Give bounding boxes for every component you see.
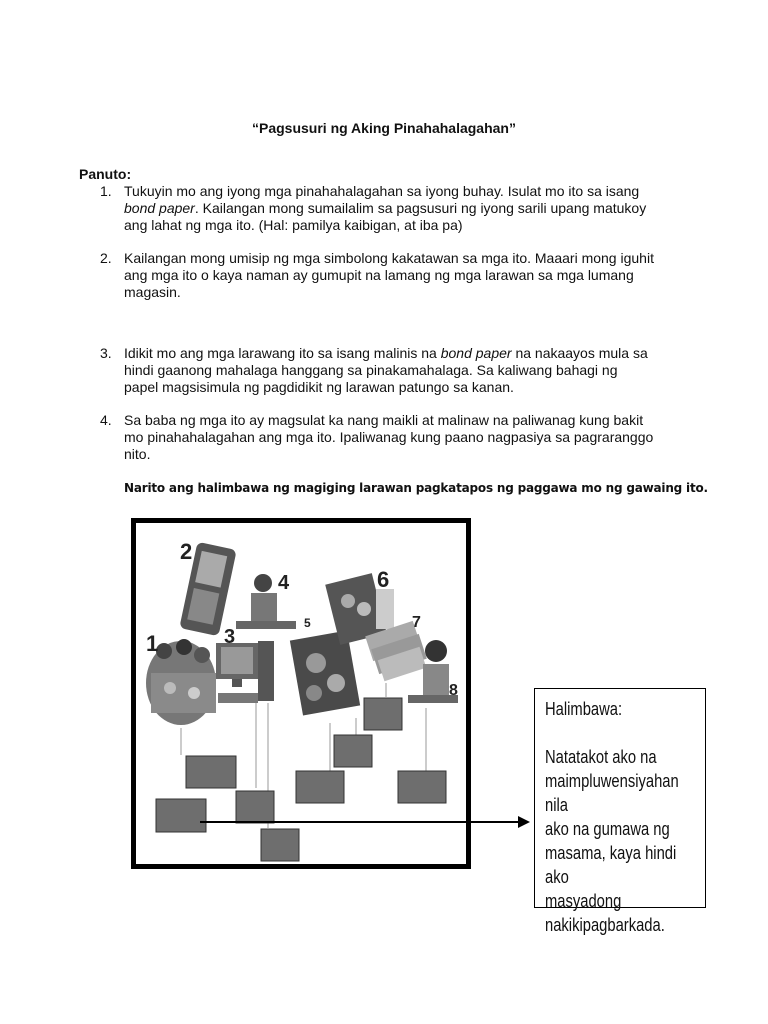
label-box bbox=[236, 791, 274, 823]
item-line: magasin. bbox=[124, 284, 181, 300]
item-line-rest: na nakaayos mula sa bbox=[511, 345, 648, 361]
callout-line: masyadong bbox=[545, 891, 622, 911]
italic-phrase: bond paper bbox=[440, 345, 512, 361]
example-note: Narito ang halimbawa ng magiging larawan pagkatapos ng paggawa mo ng gawaing ito. bbox=[124, 481, 708, 495]
figure-label-3: 3 bbox=[224, 626, 236, 648]
item-line: ang mga ito o kaya naman ay gumupit na lamang ng mga larawan sa mga lumang bbox=[124, 267, 634, 283]
item-line: papel magsisimula ng pagdidikit ng larawan patungo sa kanan. bbox=[124, 379, 514, 395]
label-box bbox=[398, 771, 446, 803]
figure-label-1: 1 bbox=[146, 631, 159, 656]
item-line: ang lahat ng mga ito. (Hal: pamilya kaibigan, at iba pa) bbox=[124, 217, 463, 233]
example-callout-box bbox=[534, 688, 706, 935]
callout-line: nakikipagbarkada. bbox=[545, 915, 665, 935]
callout-line: maimpluwensiyahan nila bbox=[545, 771, 679, 815]
page-title: “Pagsusuri ng Aking Pinahahalagahan” bbox=[252, 120, 516, 136]
item-line bbox=[124, 200, 684, 217]
figure-label-6: 6 bbox=[377, 567, 390, 592]
item-line: mo pinahahalagahan ang mga ito. Ipaliwanag kung paano nagpasiya sa pagraranggo bbox=[124, 429, 654, 445]
figure-label-5: 5 bbox=[304, 616, 311, 630]
callout-heading: Halimbawa: bbox=[545, 699, 623, 719]
figure-label-4: 4 bbox=[278, 572, 290, 594]
label-box bbox=[334, 735, 372, 767]
label-boxes bbox=[156, 698, 446, 861]
label-box bbox=[261, 829, 299, 861]
photo-collage-image bbox=[290, 631, 360, 716]
item-line bbox=[124, 345, 684, 362]
callout-body bbox=[545, 745, 701, 937]
item-line-rest: . Kailangan mong sumailalim sa pagsusuri ng iyong sarili upang matukoy bbox=[194, 200, 647, 216]
figure-label-2: 2 bbox=[180, 539, 193, 564]
figure-label-7: 7 bbox=[412, 614, 421, 631]
item-line: Sa baba ng mga ito ay magsulat ka nang maikli at malinaw na paliwanag kung bakit bbox=[124, 412, 644, 428]
computer-image bbox=[216, 641, 274, 703]
item-line: Kailangan mong umisip ng mga simbolong kakatawan sa mga ito. Maaari mong iguhit bbox=[124, 250, 654, 266]
label-box bbox=[364, 698, 402, 730]
italic-phrase: bond paper bbox=[124, 200, 195, 216]
item-line: nito. bbox=[124, 446, 151, 462]
label-box bbox=[296, 771, 344, 803]
callout-line: masama, kaya hindi ako bbox=[545, 843, 677, 887]
item-line: hindi gaanong mahalaga hanggang sa pinakamahalaga. Sa kaliwang bahagi ng bbox=[124, 362, 618, 378]
callout-line: ako na gumawa ng bbox=[545, 819, 670, 839]
figure-label-8: 8 bbox=[449, 682, 458, 699]
item-line-start: Idikit mo ang mga larawang ito sa isang malinis na bbox=[124, 345, 441, 361]
item-number: 1. bbox=[100, 183, 112, 199]
instructions-label: Panuto: bbox=[79, 166, 132, 182]
label-box bbox=[156, 799, 206, 832]
example-collage-figure bbox=[131, 518, 471, 869]
item-number: 3. bbox=[100, 345, 112, 361]
item-number: 4. bbox=[100, 412, 112, 428]
collage-illustration bbox=[136, 523, 466, 864]
item-number: 2. bbox=[100, 250, 112, 266]
item-line: Tukuyin mo ang iyong mga pinahahalagahan sa iyong buhay. Isulat mo ito sa isang bbox=[124, 183, 640, 199]
label-box bbox=[186, 756, 236, 788]
callout-line: Natatakot ako na bbox=[545, 747, 657, 767]
